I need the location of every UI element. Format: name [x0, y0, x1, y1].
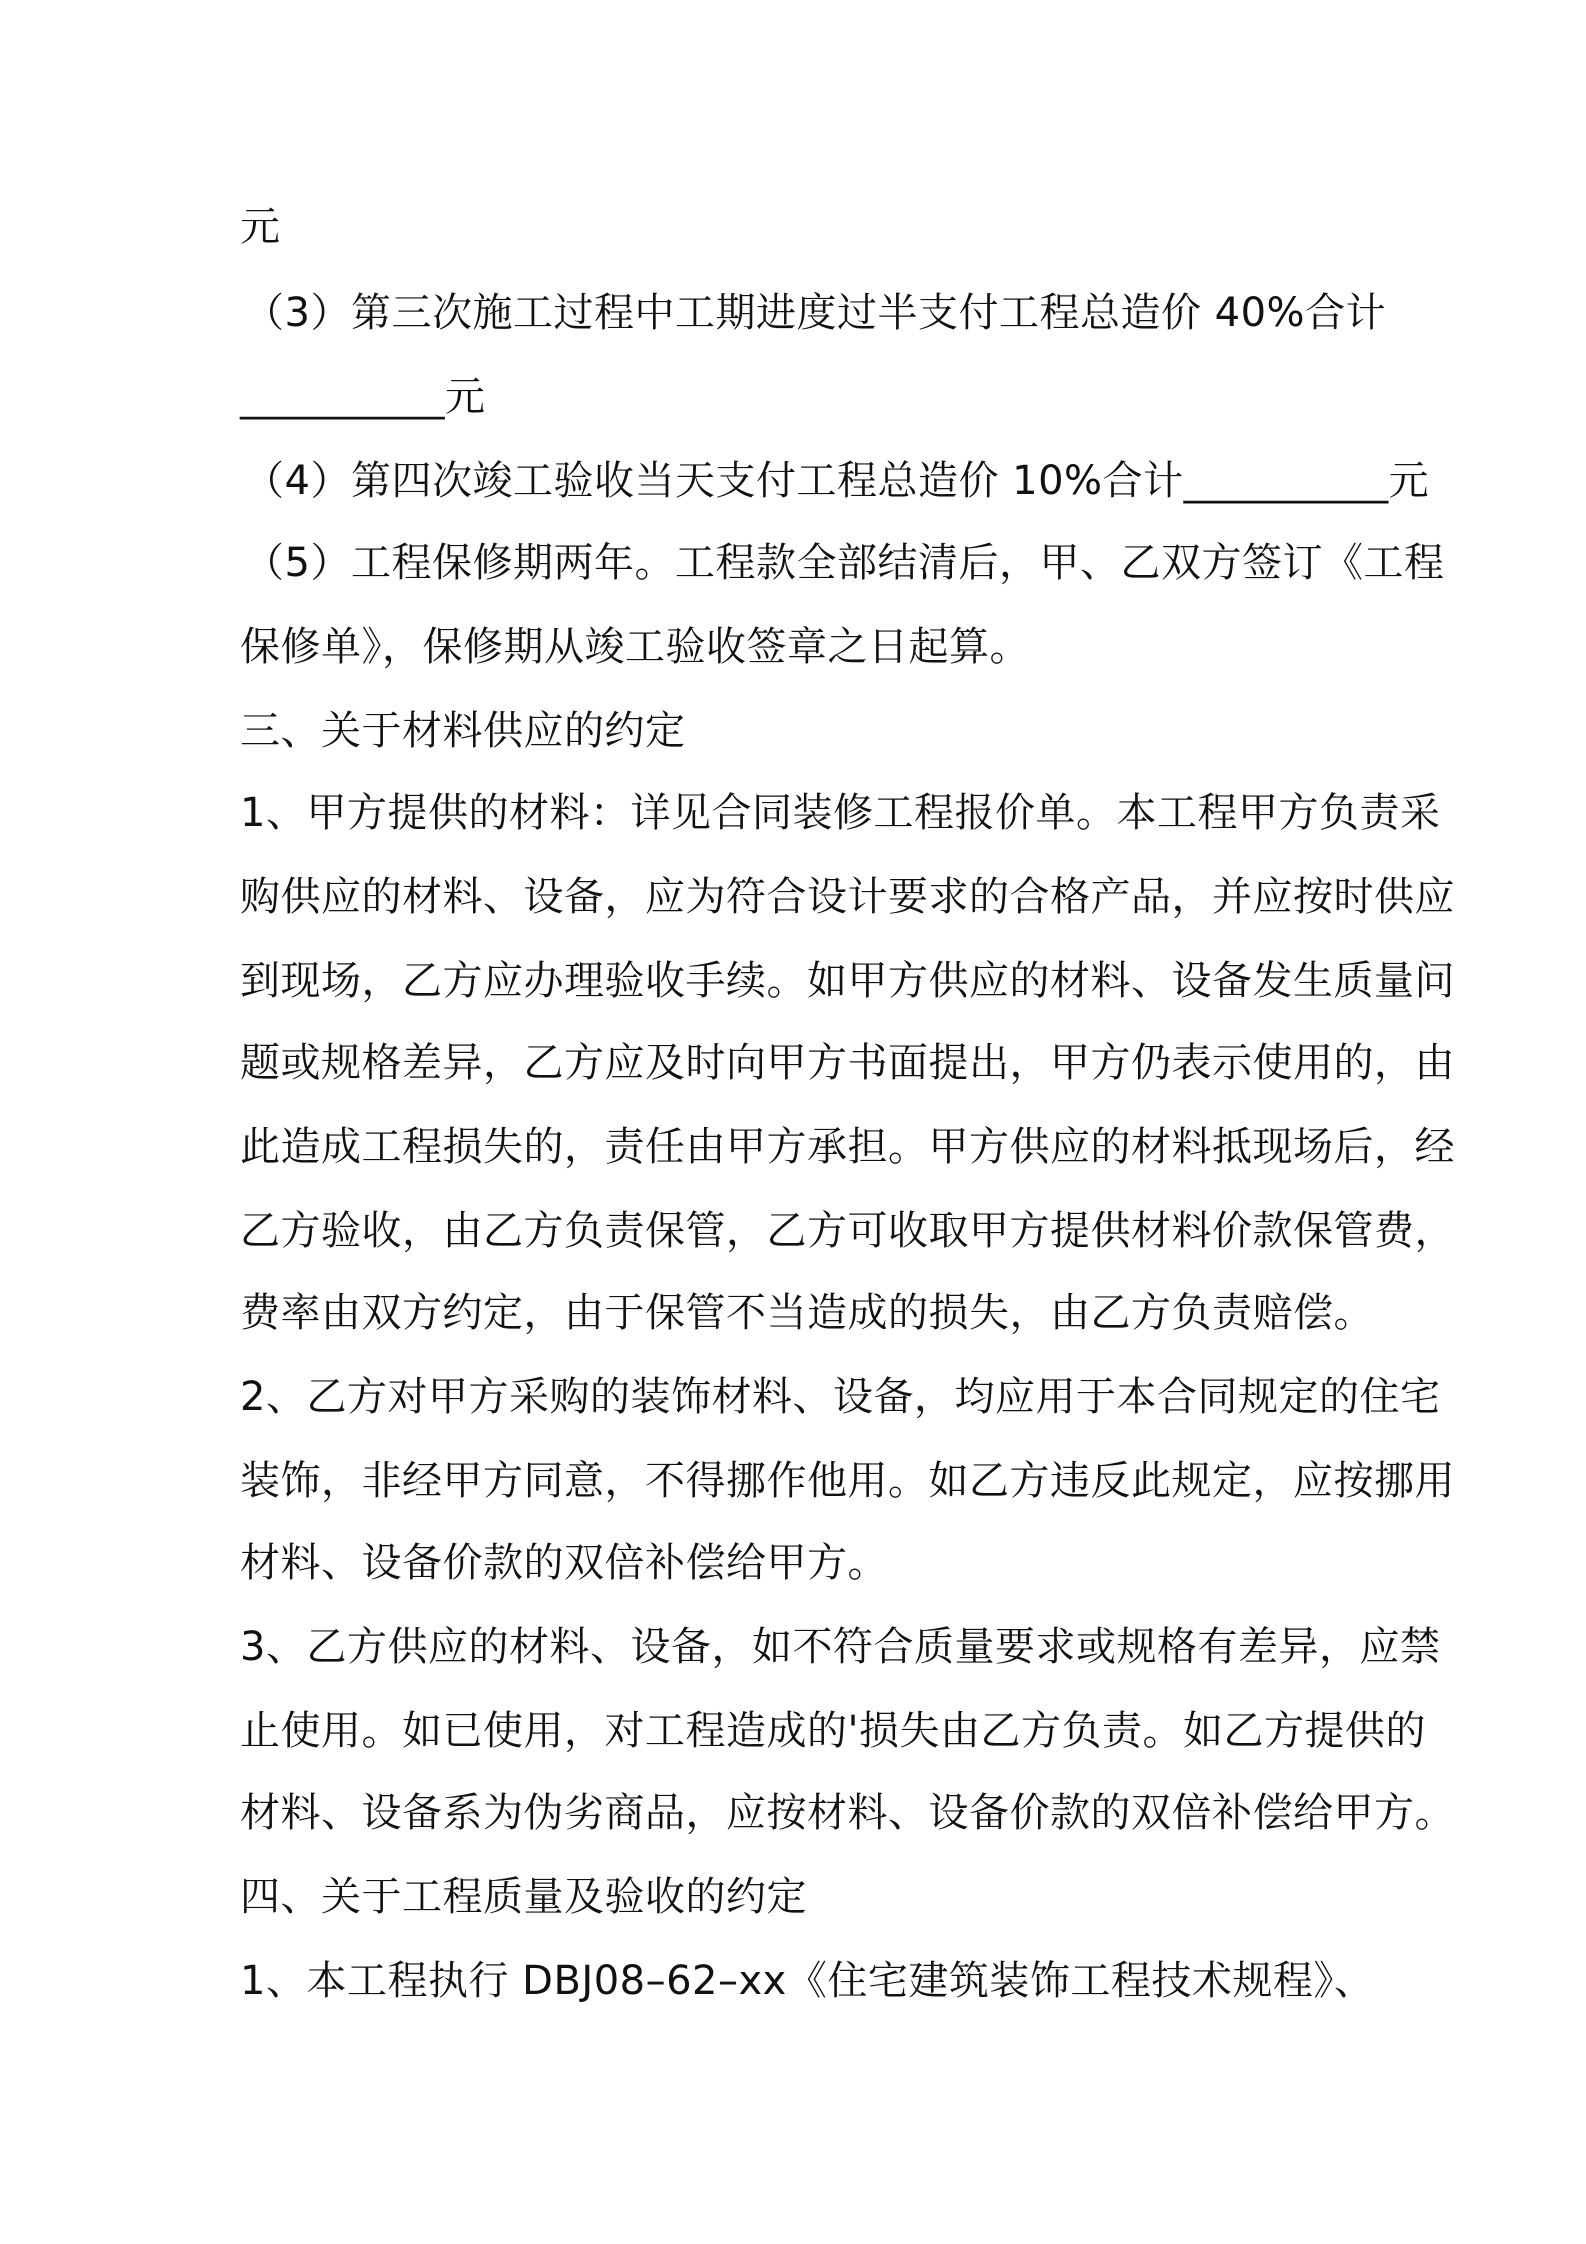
section-heading: 四、关于工程质量及验收的约定: [240, 1874, 807, 1920]
text-line: 到现场，乙方应办理验收手续。如甲方供应的材料、设备发生质量问: [240, 958, 1455, 1004]
text-line: 材料、设备系为伪劣商品，应按材料、设备价款的双倍补偿给甲方。: [240, 1790, 1455, 1836]
text-line: （4）第四次竣工验收当天支付工程总造价 10%合计__________元: [244, 458, 1430, 504]
text-line: 保修单》，保修期从竣工验收签章之日起算。: [240, 624, 1030, 670]
text-line: 1、本工程执行 DBJ08–62–xx《住宅建筑装饰工程技术规程》、: [240, 1958, 1375, 2004]
text-line: 购供应的材料、设备，应为符合设计要求的合格产品，并应按时供应: [240, 874, 1455, 920]
text-line: 1、甲方提供的材料：详见合同装修工程报价单。本工程甲方负责采: [240, 790, 1441, 836]
text-line: 元: [240, 204, 281, 250]
text-line: 止使用。如已使用，对工程造成的'损失由乙方负责。如乙方提供的: [240, 1708, 1426, 1754]
text-line: （3）第三次施工过程中工期进度过半支付工程总造价 40%合计: [244, 290, 1387, 336]
text-line: 材料、设备价款的双倍补偿给甲方。: [240, 1540, 888, 1586]
text-line: （5）工程保修期两年。工程款全部结清后，甲、乙双方签订《工程: [244, 540, 1445, 586]
text-line: 费率由双方约定，由于保管不当造成的损失，由乙方负责赔偿。: [240, 1290, 1374, 1336]
text-line: 2、乙方对甲方采购的装饰材料、设备，均应用于本合同规定的住宅: [240, 1374, 1441, 1420]
text-line: 装饰，非经甲方同意，不得挪作他用。如乙方违反此规定，应按挪用: [240, 1458, 1455, 1504]
text-line: __________元: [240, 374, 486, 420]
text-line: 此造成工程损失的，责任由甲方承担。甲方供应的材料抵现场后，经: [240, 1124, 1455, 1170]
text-line: 题或规格差异，乙方应及时向甲方书面提出，甲方仍表示使用的，由: [240, 1040, 1455, 1086]
section-heading: 三、关于材料供应的约定: [240, 708, 686, 754]
text-line: 乙方验收，由乙方负责保管，乙方可收取甲方提供材料价款保管费，: [240, 1208, 1455, 1254]
text-line: 3、乙方供应的材料、设备，如不符合质量要求或规格有差异，应禁: [240, 1624, 1441, 1670]
